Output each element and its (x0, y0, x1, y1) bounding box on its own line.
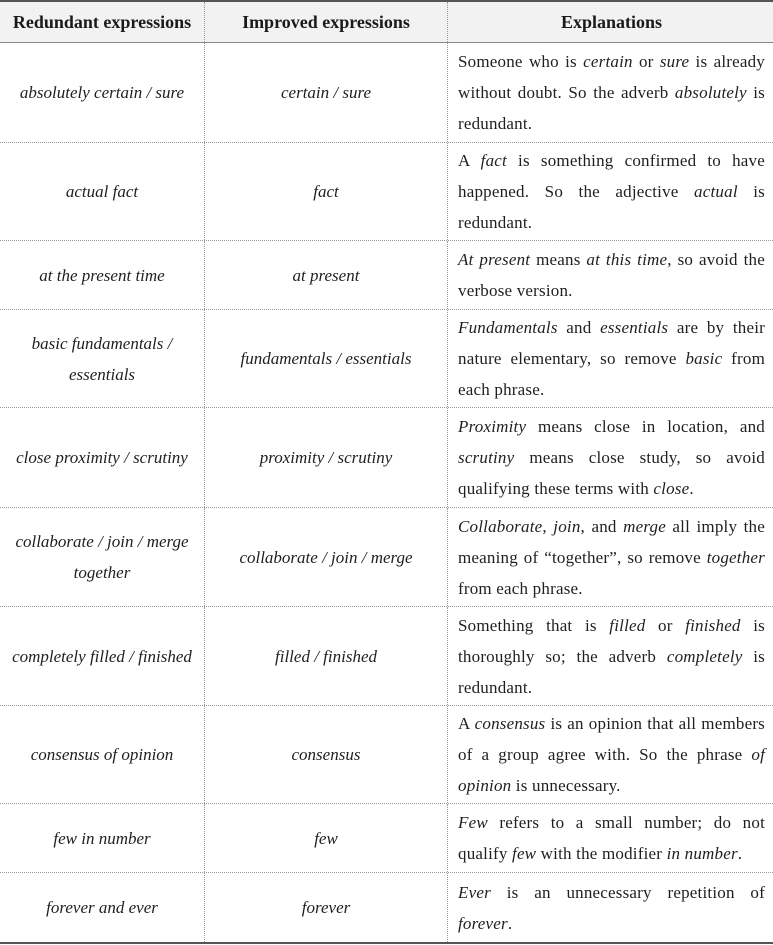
explanation-italic-term: basic (685, 349, 723, 368)
explanation-segment: is already without doubt. So the adverb (458, 52, 766, 102)
explanation-segment: is redundant. (458, 182, 765, 232)
explanation-segment: means close in location, and (526, 417, 765, 436)
improved-expression-cell: consensus (204, 706, 447, 803)
explanation-italic-term: essentials (600, 318, 669, 337)
explanation-italic-term: scrutiny (458, 448, 515, 467)
explanation-segment: from each phrase. (458, 578, 583, 598)
explanation-italic-term: Ever (458, 882, 491, 902)
redundant-expression-cell: consensus of opinion (30, 745, 174, 764)
explanation-segment: is redundant. (458, 83, 765, 133)
explanation-cell (447, 408, 773, 507)
header-redundant-expressions: Redundant expressions (12, 11, 192, 32)
explanation-segment: with the modifier (536, 844, 667, 863)
explanation-text (458, 145, 765, 238)
explanation-cell (447, 873, 773, 942)
explanation-italic-term: forever (458, 913, 508, 933)
explanation-italic-term: consensus (474, 714, 546, 733)
explanation-segment: , so avoid the verbose version. (458, 250, 765, 300)
explanation-text (458, 807, 765, 869)
improved-expression-cell: fundamentals / essentials (204, 310, 447, 407)
table-row (0, 310, 773, 408)
table-row (0, 241, 773, 310)
table-row (0, 804, 773, 873)
table-row (0, 607, 773, 706)
explanation-text (458, 511, 765, 604)
explanation-text (458, 708, 765, 801)
explanation-segment: . (507, 913, 513, 933)
explanation-italic-term: Fundamentals (458, 318, 558, 337)
explanation-segment: is an opinion that all members of a group agree with. So the phrase (458, 714, 765, 764)
table-row (0, 873, 773, 942)
explanation-segment: is something confirmed to have happened. So the adjective (458, 151, 765, 201)
explanation-segment: or (632, 52, 660, 71)
table-row (0, 508, 773, 607)
explanation-italic-term: Collaborate (458, 516, 543, 536)
explanation-italic-term: fact (480, 151, 507, 170)
explanation-cell (447, 508, 773, 606)
redundant-expression-cell: actual fact (65, 182, 139, 201)
explanation-segment: all imply the meaning of “together”, so remove (458, 516, 765, 567)
explanation-segment: is an unnecessary repetition of (490, 882, 765, 902)
explanation-cell (447, 607, 773, 705)
explanation-text (458, 312, 765, 405)
explanation-segment: Something that is (458, 615, 610, 635)
explanation-segment: refers to a small number; do not qualify (458, 813, 765, 863)
explanation-segment: are by their nature elementary, so remove (458, 318, 766, 368)
explanation-segment: . (737, 844, 743, 863)
explanation-italic-term: at this time (586, 250, 668, 269)
explanation-italic-term: join (553, 516, 581, 536)
redundant-expression-cell: basic fundamentals / essentials (31, 333, 173, 384)
explanation-segment: is unnecessary. (511, 776, 621, 795)
explanation-italic-term: merge (623, 516, 666, 536)
redundant-expression-cell: close proximity / scrutiny (16, 448, 188, 467)
explanation-italic-term: completely (666, 646, 743, 666)
improved-expression-cell: fact (204, 143, 447, 240)
table-header-row (0, 2, 773, 43)
explanation-segment: , (542, 516, 554, 536)
explanation-text (458, 244, 765, 306)
explanation-segment: and (557, 318, 601, 337)
explanation-italic-term: finished (685, 615, 741, 635)
redundant-expression-cell: forever and ever (46, 898, 158, 917)
explanation-italic-term: actual (694, 182, 738, 201)
explanation-cell (447, 310, 773, 407)
header-improved-expressions: Improved expressions (204, 2, 447, 42)
improved-expression-cell: forever (204, 873, 447, 942)
redundant-expression-cell: collaborate / join / merge together (15, 532, 189, 582)
explanation-italic-term: of opinion (458, 745, 765, 795)
improved-expression-cell: few (204, 804, 447, 872)
explanation-italic-term: sure (659, 52, 690, 71)
explanation-italic-term: filled (609, 615, 646, 635)
explanation-italic-term: together (706, 547, 765, 567)
explanation-text (458, 46, 765, 139)
improved-expression-cell: filled / finished (204, 607, 447, 705)
explanation-segment: is redundant. (458, 646, 765, 697)
explanation-italic-term: At present (458, 250, 531, 269)
table-row (0, 143, 773, 241)
explanation-cell (447, 43, 773, 142)
redundant-expression-cell: at the present time (39, 265, 165, 285)
header-explanations: Explanations (447, 2, 773, 42)
explanation-segment: , and (580, 516, 624, 536)
explanation-text (458, 877, 765, 939)
explanation-italic-term: certain (583, 52, 633, 71)
redundant-expression-cell: completely filled / finished (12, 646, 192, 666)
explanation-segment: A (458, 714, 475, 733)
explanation-segment: is thoroughly so; the adverb (458, 615, 765, 666)
explanation-cell (447, 804, 773, 872)
explanation-segment: A (458, 151, 481, 170)
explanation-italic-term: Few (458, 813, 488, 832)
table-row (0, 408, 773, 508)
explanation-cell (447, 241, 773, 309)
explanation-italic-term: Proximity (458, 417, 527, 436)
explanation-segment: Someone who is (458, 52, 584, 71)
explanation-segment: means (530, 250, 587, 269)
explanation-italic-term: absolutely (674, 83, 747, 102)
explanation-segment: . (689, 479, 694, 498)
explanation-segment: or (645, 615, 686, 635)
table-row (0, 706, 773, 804)
improved-expression-cell: collaborate / join / merge (204, 508, 447, 606)
improved-expression-cell: certain / sure (204, 43, 447, 142)
improved-expression-cell: at present (204, 241, 447, 309)
explanation-text (458, 610, 765, 703)
explanation-italic-term: few (512, 844, 537, 863)
explanation-cell (447, 143, 773, 240)
improved-expression-cell: proximity / scrutiny (204, 408, 447, 507)
redundant-expression-cell: absolutely certain / sure (19, 83, 185, 102)
explanation-italic-term: close (653, 479, 690, 498)
explanation-segment: means close study, so avoid qualifying these terms with (458, 448, 765, 498)
redundant-expression-cell: few in number (53, 828, 151, 848)
explanation-cell (447, 706, 773, 803)
explanation-text (458, 411, 765, 504)
explanation-segment: from each phrase. (458, 349, 765, 399)
explanation-italic-term: in number (666, 844, 738, 863)
table-row (0, 43, 773, 143)
